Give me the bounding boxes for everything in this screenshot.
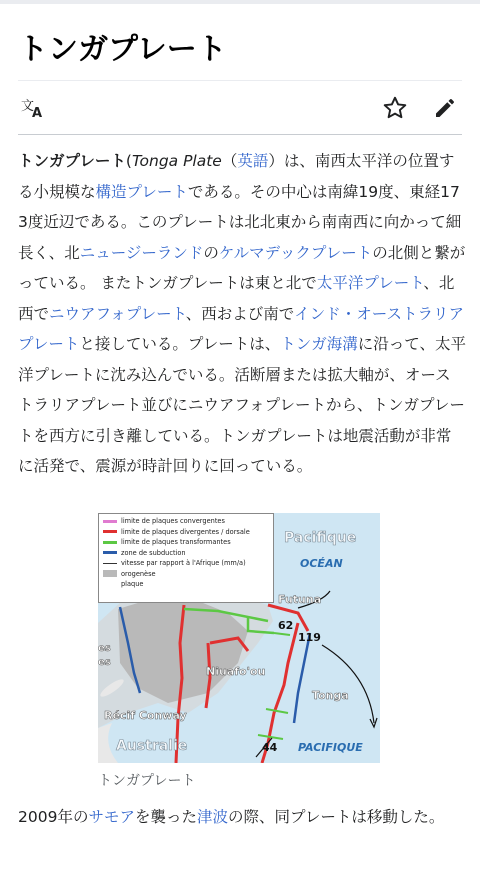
legend-row <box>103 558 269 569</box>
link-tonga-trench[interactable]: トンガ海溝 <box>280 335 358 353</box>
legend-row <box>103 527 269 538</box>
legend-row <box>103 548 269 559</box>
text: ( <box>125 152 132 170</box>
translate-icon <box>20 96 46 120</box>
text: （ <box>221 152 238 170</box>
legend-label: limite de plaques divergentes / dorsale <box>121 527 250 536</box>
text: と接している。プレートは、 <box>79 335 281 353</box>
label-44: 44 <box>262 741 278 754</box>
legend-row <box>103 579 269 590</box>
watch-star-button[interactable] <box>380 93 410 123</box>
text: である。その中心は南緯19度、東経173度近辺である。このプレートは北北東から南南西に向かって細長く、北 <box>18 182 462 262</box>
text: ）は、南西太平洋の位置する小規模な <box>18 152 455 201</box>
legend-label: limite de plaques convergentes <box>121 517 225 525</box>
svg-text:A: A <box>32 106 43 120</box>
legend-label: orogenèse <box>121 569 156 578</box>
tonga-plate-map[interactable] <box>98 513 380 763</box>
legend-swatch <box>103 541 117 544</box>
legend-label: vitesse par rapport à l'Afrique (mm/a) <box>121 559 246 567</box>
label-pacifique: Pacifique <box>284 530 357 546</box>
samoa-paragraph <box>18 802 466 833</box>
legend-swatch <box>103 530 117 533</box>
legend-label: limite de plaques transformantes <box>121 538 231 546</box>
top-bar <box>0 0 480 4</box>
text: に沿って、太平洋プレートに沈み込んでいる。活断層または拡大軸が、オーストラリアプレート並びにニウアフォプレートから、トンガプレートを西方に引き離している。トンガプレートは地震活動が非常に活発で、震源が時計回りに回っている。 <box>18 335 466 475</box>
text: 、北西で <box>18 274 455 323</box>
title-divider <box>18 80 462 81</box>
text: の北側と繋がっている。 またトンガプレートは東と北で <box>18 243 466 292</box>
intro-paragraph <box>18 146 466 482</box>
link-tectonic-plate[interactable]: 構造プレート <box>95 182 188 201</box>
term-bold: トンガプレート <box>18 152 126 170</box>
page-title: トンガプレート <box>18 32 227 67</box>
latin-name: Tonga Plate <box>131 152 222 170</box>
text: の <box>203 243 219 262</box>
legend-swatch <box>103 570 117 577</box>
figure-caption: トンガプレート <box>98 773 196 789</box>
legend-label: zone de subduction <box>121 548 186 557</box>
label-119: 119 <box>298 631 321 644</box>
legend-row <box>103 516 269 527</box>
legend-swatch <box>103 520 117 523</box>
map-legend <box>98 513 274 603</box>
label-tonga: Tonga <box>312 689 349 702</box>
link-tsunami[interactable]: 津波 <box>196 808 228 826</box>
language-button[interactable] <box>18 93 48 123</box>
legend-swatch <box>103 551 117 554</box>
label-ocean: OCÉAN <box>300 557 343 570</box>
label-australie: Australie <box>116 738 188 754</box>
label-niuafoou: Niuafo'ou <box>206 665 266 678</box>
edit-button[interactable] <box>430 93 460 123</box>
text: 、西および南で <box>185 304 295 323</box>
star-icon <box>382 95 408 121</box>
legend-swatch <box>103 563 117 564</box>
label-es-2: es <box>98 657 111 668</box>
text: 2009年の <box>18 808 89 826</box>
link-english[interactable]: 英語 <box>237 152 269 170</box>
link-indo-australian-plate[interactable]: インド・オーストラリアプレート <box>18 304 464 353</box>
label-pacifique-bottom: PACIFIQUE <box>298 741 363 754</box>
link-pacific-plate[interactable]: 太平洋プレート <box>316 274 424 292</box>
pencil-icon <box>433 96 457 120</box>
label-62: 62 <box>278 619 294 632</box>
toolbar-divider <box>18 134 462 135</box>
svg-text:文: 文 <box>21 99 35 114</box>
label-recif-conway: Récif Conway <box>104 709 187 722</box>
link-kermadec-plate[interactable]: ケルマデックプレート <box>218 243 373 262</box>
legend-row <box>103 537 269 548</box>
label-es-1: es <box>98 643 111 654</box>
legend-row <box>103 569 269 580</box>
label-futuna: Futuna <box>278 593 322 606</box>
link-niuafoou-plate[interactable]: ニウアフォプレート <box>49 304 186 323</box>
text: を襲った <box>134 808 197 826</box>
legend-swatch <box>103 581 117 588</box>
link-new-zealand[interactable]: ニュージーランド <box>79 243 204 262</box>
legend-label: plaque <box>121 580 144 588</box>
link-samoa[interactable]: サモア <box>88 808 135 826</box>
text: の際、同プレートは移動した。 <box>228 808 445 826</box>
